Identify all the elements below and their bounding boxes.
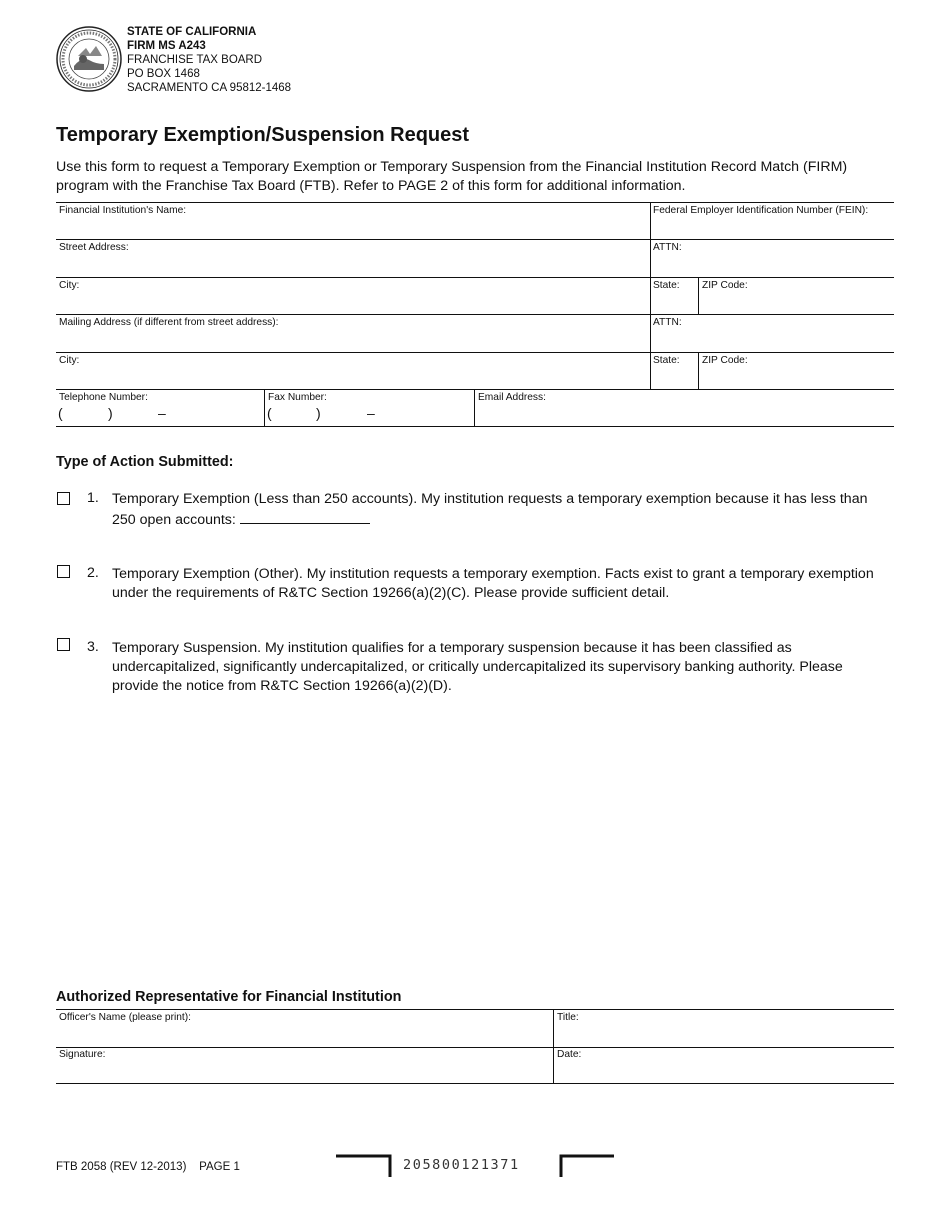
account-count-field[interactable] (240, 509, 370, 524)
action-3-number: 3. (87, 639, 99, 655)
state-seal-icon (56, 26, 122, 92)
agency-address (127, 25, 291, 95)
registration-mark-left-icon (336, 1154, 394, 1178)
grid-divider (474, 389, 475, 426)
grid-line (56, 1083, 894, 1084)
fax-dash: – (367, 405, 375, 421)
attn-field[interactable]: ATTN: (653, 242, 682, 253)
grid-line (56, 314, 894, 315)
grid-line (56, 426, 894, 427)
fax-field[interactable]: Fax Number: (268, 392, 327, 403)
agency-firm: FIRM MS A243 (127, 40, 206, 52)
title-field[interactable]: Title: (557, 1012, 579, 1023)
action-1-number: 1. (87, 490, 99, 506)
telephone-field[interactable]: Telephone Number: (59, 392, 148, 403)
state-field[interactable]: State: (653, 280, 680, 291)
mailing-zip-code-field[interactable]: ZIP Code: (702, 355, 748, 366)
action-1-label: Temporary Exemption (Less than 250 accounts). My institution requests a temporary exemption because it has less than 250 open accounts: (112, 491, 868, 528)
zip-code-field[interactable]: ZIP Code: (702, 280, 748, 291)
action-2-checkbox[interactable] (57, 565, 70, 578)
officer-name-field[interactable]: Officer's Name (please print): (59, 1012, 191, 1023)
mailing-state-field[interactable]: State: (653, 355, 680, 366)
grid-line (56, 389, 894, 390)
phone-close-paren: ) (108, 405, 113, 421)
street-address-field[interactable]: Street Address: (59, 242, 129, 253)
signature-field[interactable]: Signature: (59, 1049, 106, 1060)
action-1-checkbox[interactable] (57, 492, 70, 505)
fax-close-paren: ) (316, 405, 321, 421)
form-intro: Use this form to request a Temporary Exemption or Temporary Suspension from the Financial Institution Record Match (FIRM) program with the Franchise Tax Board (FTB). Refer to PAGE 2 of this form for additional information. (56, 159, 848, 194)
grid-line (56, 1009, 894, 1010)
action-1-text (112, 490, 892, 530)
city-field[interactable]: City: (59, 280, 80, 291)
agency-board: FRANCHISE TAX BOARD (127, 54, 263, 66)
phone-open-paren: ( (58, 405, 63, 421)
grid-line (56, 352, 894, 353)
registration-mark-right-icon (558, 1154, 616, 1178)
grid-divider (650, 202, 651, 389)
barcode-number: 205800121371 (403, 1157, 520, 1173)
phone-dash: – (158, 405, 166, 421)
action-heading: Type of Action Submitted: (56, 454, 234, 470)
mailing-city-field[interactable]: City: (59, 355, 80, 366)
fax-open-paren: ( (267, 405, 272, 421)
grid-line (56, 202, 894, 203)
institution-name-field[interactable]: Financial Institution's Name: (59, 205, 187, 216)
signature-heading: Authorized Representative for Financial Institution (56, 989, 402, 1005)
action-3-checkbox[interactable] (57, 638, 70, 651)
action-2-text: Temporary Exemption (Other). My institution requests a temporary exemption. Facts exist to grant a temporary exemption under the requirements of R&TC Section 19266(a)(2)(C). Please provide sufficient detail. (112, 566, 874, 601)
form-title: Temporary Exemption/Suspension Request (56, 124, 470, 146)
agency-city: SACRAMENTO CA 95812-1468 (127, 82, 292, 94)
agency-po-box: PO BOX 1468 (127, 68, 200, 80)
grid-line (56, 239, 894, 240)
email-field[interactable]: Email Address: (478, 392, 546, 403)
fein-field[interactable]: Federal Employer Identification Number (FEIN): (653, 205, 869, 216)
mailing-attn-field[interactable]: ATTN: (653, 317, 682, 328)
date-field[interactable]: Date: (557, 1049, 582, 1060)
grid-divider (698, 352, 699, 389)
grid-line (56, 277, 894, 278)
form-id: FTB 2058 (REV 12-2013) PAGE 1 (56, 1161, 240, 1173)
action-3-text: Temporary Suspension. My institution qualifies for a temporary suspension because it has been classified as undercapitalized, significantly undercapitalized, or critically undercapitalized its supervisory banking authority. Please provide the notice from R&TC Section 19266(a)(2)(D). (112, 640, 843, 694)
grid-divider (553, 1009, 554, 1083)
mailing-address-field[interactable]: Mailing Address (if different from street address): (59, 317, 279, 328)
grid-divider (264, 389, 265, 426)
grid-line (56, 1047, 894, 1048)
action-2-number: 2. (87, 565, 99, 581)
grid-divider (698, 277, 699, 314)
agency-state: STATE OF CALIFORNIA (127, 26, 257, 38)
